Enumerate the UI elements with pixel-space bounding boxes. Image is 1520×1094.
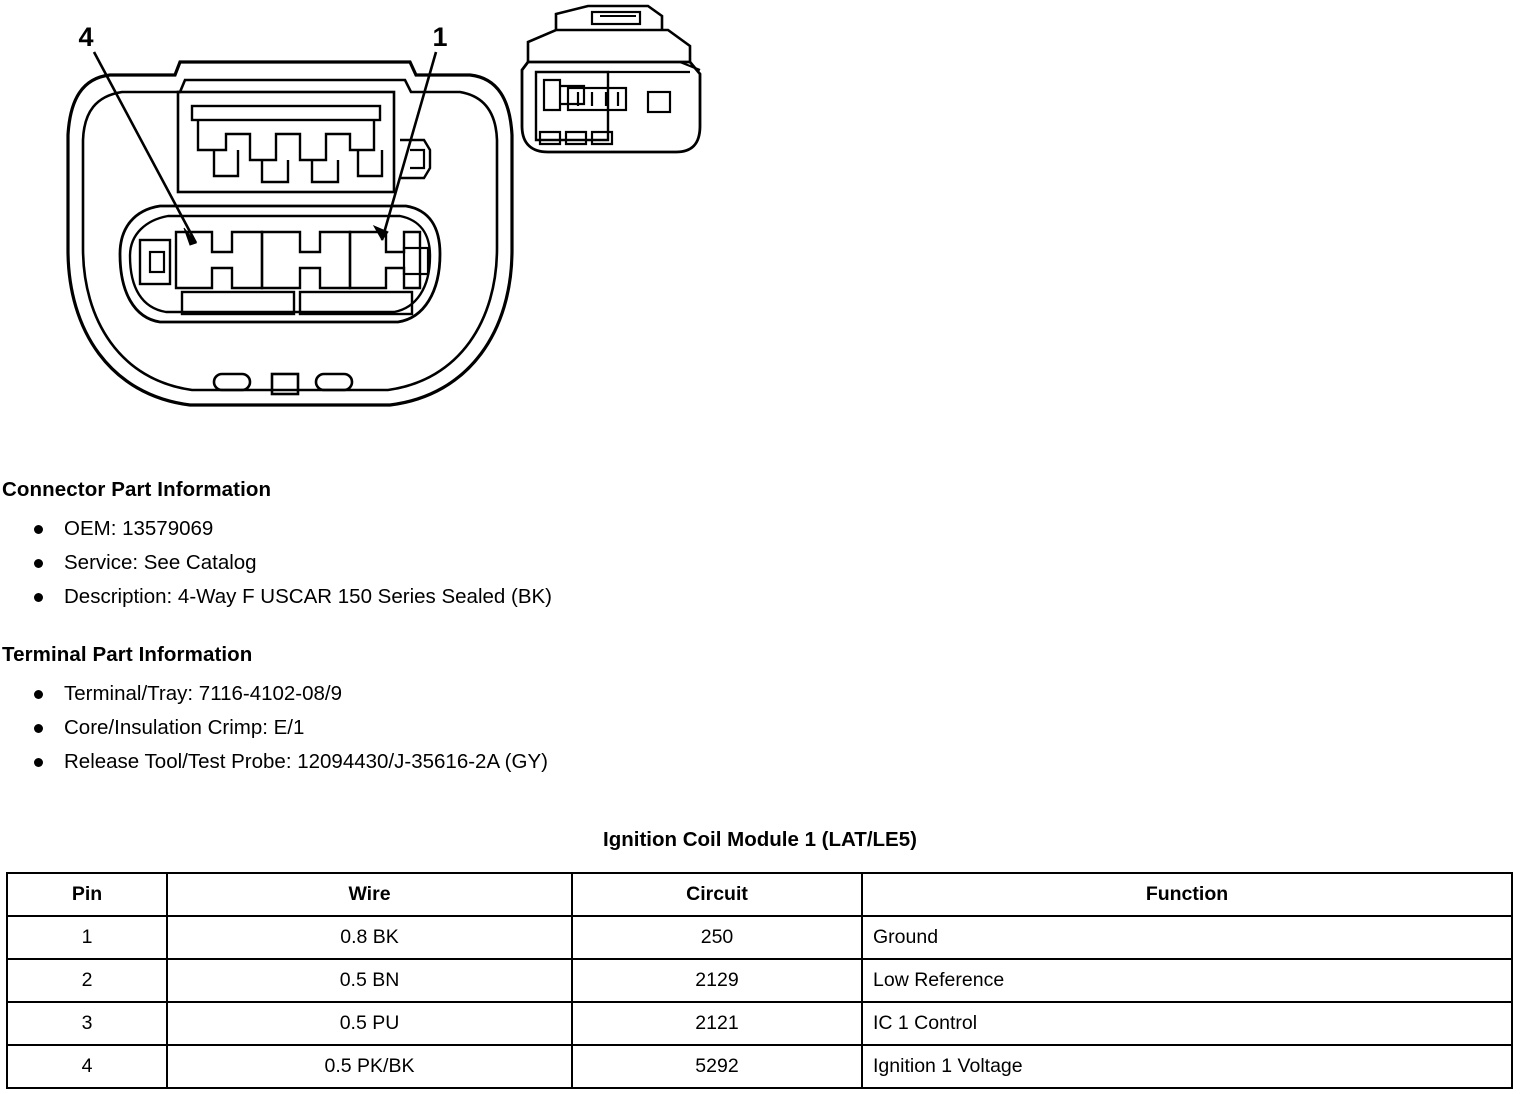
column-header-circuit: Circuit: [572, 873, 862, 916]
list-item: Service: See Catalog: [0, 548, 1520, 577]
pin-table-title: Ignition Coil Module 1 (LAT/LE5): [603, 828, 917, 851]
cell-function: IC 1 Control: [862, 1002, 1512, 1045]
cell-circuit: 2121: [572, 1002, 862, 1045]
cell-circuit: 250: [572, 916, 862, 959]
cell-wire: 0.8 BK: [167, 916, 572, 959]
connector-part-information-list: [0, 514, 1520, 611]
list-item: Description: 4-Way F USCAR 150 Series Sealed (BK): [0, 582, 1520, 611]
list-item: OEM: 13579069: [0, 514, 1520, 543]
pin-table-container: [6, 872, 1511, 1089]
column-header-function: Function: [862, 873, 1512, 916]
cell-circuit: 2129: [572, 959, 862, 1002]
cell-wire: 0.5 PK/BK: [167, 1045, 572, 1088]
table-row: [7, 916, 1512, 959]
cell-pin: 1: [7, 916, 167, 959]
cell-function: Low Reference: [862, 959, 1512, 1002]
connector-part-information-section: [0, 478, 1520, 616]
table-row: [7, 959, 1512, 1002]
cell-pin: 2: [7, 959, 167, 1002]
terminal-part-information-list: [0, 679, 1520, 776]
list-item: Terminal/Tray: 7116-4102-08/9: [0, 679, 1520, 708]
terminal-part-information-section: [0, 643, 1520, 781]
table-row: [7, 1045, 1512, 1088]
pin-table: [6, 872, 1513, 1089]
cell-function: Ignition 1 Voltage: [862, 1045, 1512, 1088]
cell-wire: 0.5 BN: [167, 959, 572, 1002]
list-item: Core/Insulation Crimp: E/1: [0, 713, 1520, 742]
terminal-part-information-heading: Terminal Part Information: [2, 643, 253, 666]
cell-wire: 0.5 PU: [167, 1002, 572, 1045]
table-header-row: [7, 873, 1512, 916]
cell-function: Ground: [862, 916, 1512, 959]
cell-pin: 3: [7, 1002, 167, 1045]
connector-diagram: [0, 0, 1520, 450]
column-header-pin: Pin: [7, 873, 167, 916]
column-header-wire: Wire: [167, 873, 572, 916]
callout-label-4: 4: [78, 22, 94, 52]
callout-label-1: 1: [432, 22, 448, 52]
connector-part-information-heading: Connector Part Information: [2, 478, 272, 501]
cell-circuit: 5292: [572, 1045, 862, 1088]
table-row: [7, 1002, 1512, 1045]
cell-pin: 4: [7, 1045, 167, 1088]
list-item: Release Tool/Test Probe: 12094430/J-35616-2A (GY): [0, 747, 1520, 776]
